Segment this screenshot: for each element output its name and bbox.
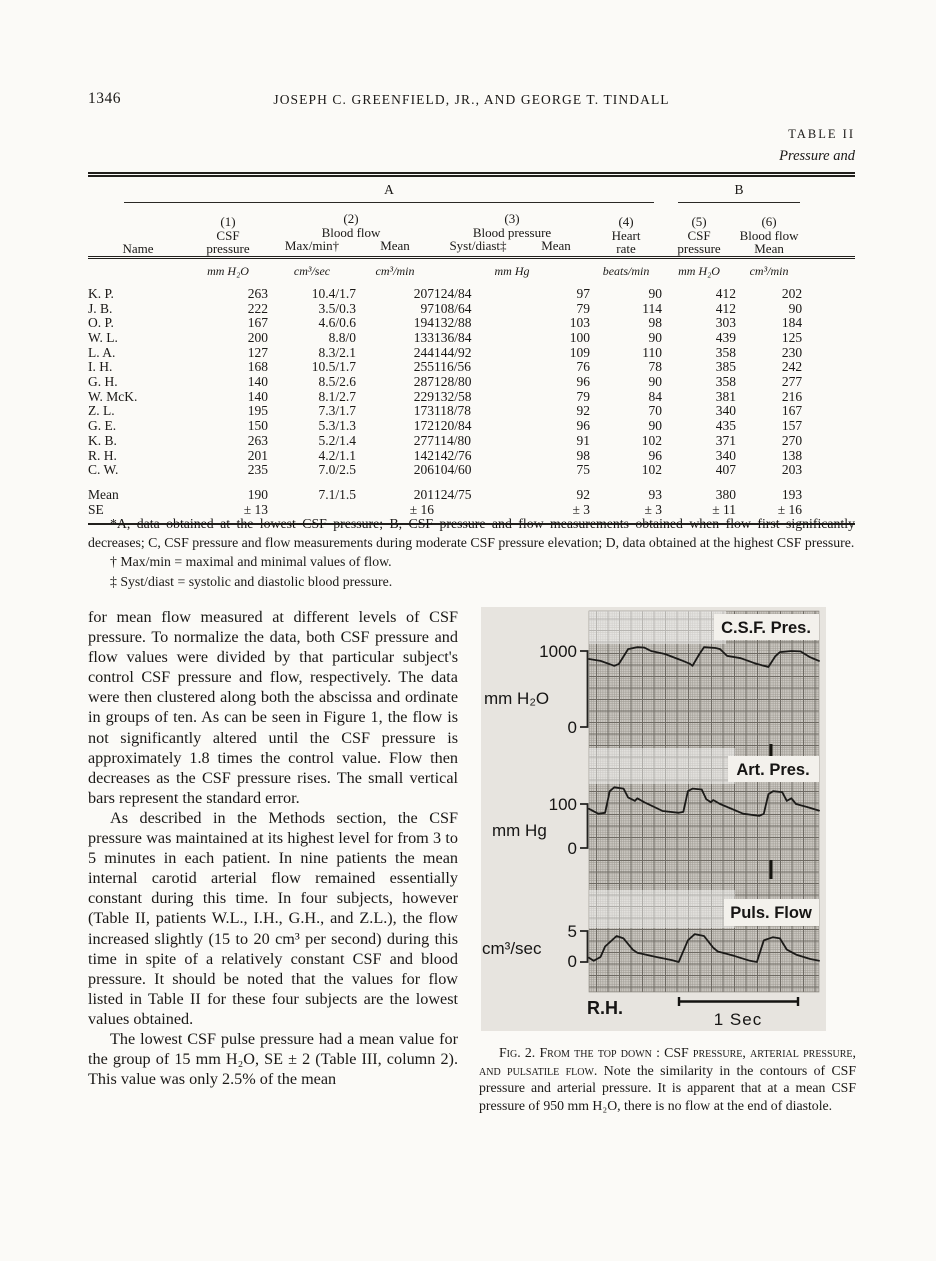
- data-cell: 7.0/2.5: [318, 462, 356, 478]
- data-cell: 371: [715, 432, 737, 448]
- body-right-column: [479, 607, 856, 1114]
- patient-row: [88, 390, 855, 405]
- data-cell: 144/92: [434, 344, 472, 360]
- data-cell: 78: [648, 359, 663, 375]
- spacer-cell: [802, 434, 855, 449]
- paper-light-band: [589, 611, 726, 644]
- unit-cell: mm H₂O: [188, 258, 268, 285]
- pressure-flow-table: [88, 177, 855, 523]
- data-cell: 358: [715, 374, 737, 390]
- row-label: I. H.: [88, 359, 113, 375]
- data-cell: 127: [247, 344, 268, 360]
- group-a-rule: A: [124, 183, 654, 203]
- data-cell: 412: [715, 300, 737, 316]
- units-blank: [88, 258, 188, 285]
- data-cell: 230: [781, 344, 803, 360]
- data-cell: 90: [648, 418, 663, 434]
- spacer-cell: [802, 302, 855, 317]
- csf-tick-0: 0: [567, 718, 577, 737]
- header-line: Mean: [754, 241, 784, 257]
- figure-2-caption: [479, 1044, 856, 1114]
- data-cell: 222: [247, 300, 268, 316]
- header-line: (4): [618, 213, 634, 229]
- data-cell: 201: [247, 447, 268, 463]
- data-cell: 229: [413, 388, 434, 404]
- data-cell: 90: [648, 329, 663, 345]
- data-cell: 263: [247, 285, 268, 301]
- art-tick-100: 100: [548, 795, 577, 814]
- header-line: (5): [691, 213, 707, 229]
- data-cell: 75: [576, 462, 590, 478]
- spacer-cell: [88, 478, 855, 487]
- data-cell: 150: [247, 418, 268, 434]
- header-line: CSF: [687, 227, 711, 243]
- figure-caption-smallcaps: From the top down : CSF pressure, arterial pressure, and pulsatile flow.: [479, 1045, 856, 1078]
- patient-row: [88, 449, 855, 464]
- patient-row: [88, 302, 855, 317]
- data-cell: 76: [576, 359, 590, 375]
- spacer-cell: [802, 258, 855, 285]
- data-cell: 203: [781, 462, 803, 478]
- unit-cell: mm H₂O: [662, 258, 736, 285]
- running-head-row: [88, 90, 855, 110]
- flow-tick-5: 5: [567, 922, 577, 941]
- data-cell: 3.5/0.3: [318, 300, 356, 316]
- spacer-cell: [802, 487, 855, 502]
- data-cell: 200: [247, 329, 268, 345]
- header-line: CSF: [216, 227, 240, 243]
- patient-row: [88, 316, 855, 331]
- header-line: Blood flow: [321, 224, 381, 240]
- header-line: (3): [504, 210, 520, 226]
- data-cell: 110: [642, 344, 663, 360]
- data-cell: 118/78: [434, 403, 471, 419]
- data-cell: 100: [569, 329, 590, 345]
- data-cell: 136/84: [434, 329, 472, 345]
- figure-caption-rest: Note the similarity in the contours of CSF pressure and arterial pressure. It is apparent that at a mean CSF pressure of 950 mm H₂O, there is no flow at the end of diastole.: [479, 1062, 856, 1113]
- data-cell: 96: [648, 447, 663, 463]
- data-cell: 125: [781, 329, 803, 345]
- patient-row: [88, 375, 855, 390]
- data-cell: 7.1/1.5: [318, 486, 356, 502]
- paragraph: The lowest CSF pulse pressure had a mean value for the group of 15 mm H₂O, SE ± 2 (Table III, column 2). This value was only 2.5% of the mean: [88, 1029, 458, 1089]
- data-cell: 92: [576, 403, 590, 419]
- data-cell: 98: [576, 447, 590, 463]
- data-cell: 103: [569, 315, 590, 331]
- data-cell: 10.4/1.7: [311, 285, 356, 301]
- data-cell: 270: [781, 432, 803, 448]
- paper-light-band: [589, 748, 735, 784]
- group-b-header: [662, 177, 802, 203]
- data-cell: 120/84: [434, 418, 472, 434]
- patient-row: [88, 360, 855, 375]
- art-tick-0: 0: [567, 839, 577, 858]
- group-b-rule: B: [678, 183, 800, 203]
- row-label: J. B.: [88, 300, 113, 316]
- data-cell: 10.5/1.7: [311, 359, 356, 375]
- unit-cell: cm³/min: [356, 258, 434, 285]
- data-cell: ± 16: [409, 501, 434, 517]
- data-cell: ± 3: [572, 501, 590, 517]
- table-header: [88, 177, 855, 285]
- row-label: G. H.: [88, 374, 118, 390]
- col6-header: [736, 203, 802, 258]
- data-cell: 102: [641, 462, 663, 478]
- data-cell: 167: [781, 403, 803, 419]
- data-cell: 7.3/1.7: [318, 403, 356, 419]
- data-cell: 157: [781, 418, 803, 434]
- footnote-dagger: † Max/min = maximal and minimal values of flow.: [110, 554, 392, 570]
- data-cell: 8.5/2.6: [318, 374, 356, 390]
- data-cell: 340: [715, 403, 737, 419]
- table-title-fragment: Pressure and: [779, 148, 855, 164]
- data-cell: 104/60: [434, 462, 472, 478]
- patient-row: [88, 463, 855, 478]
- row-label: Z. L.: [88, 403, 115, 419]
- name-column-header: Name: [122, 241, 154, 257]
- data-cell: 380: [715, 486, 737, 502]
- spacer-cell: [802, 331, 855, 346]
- data-cell: 172: [413, 418, 434, 434]
- data-cell: 168: [247, 359, 268, 375]
- row-label: SE: [88, 501, 104, 517]
- group-a-header: [88, 177, 662, 203]
- data-cell: 202: [781, 285, 803, 301]
- row-label: C. W.: [88, 462, 119, 478]
- data-cell: 190: [247, 486, 268, 502]
- data-cell: 132/58: [434, 388, 472, 404]
- data-cell: 124/75: [434, 486, 472, 502]
- data-cell: 138: [781, 447, 803, 463]
- data-cell: 114: [642, 300, 663, 316]
- mean-row: [88, 487, 855, 502]
- table-label: TABLE II: [788, 127, 855, 141]
- paragraph: As described in the Methods section, the CSF pressure was maintained at its highest level for from 3 to 5 minutes in each patient. In nine patients the mean internal carotid arterial flow remained essentially constant during this time. In four subjects, however (Table II, patients W.L., I.H., G.H., and Z.L.), the flow increased slightly (15 to 20 cm³ per second) during this time in spite of a relatively constant CSF and blood pressure. It should be noted that the values for flow listed in Table II for these four subjects are the lowest values obtained.: [88, 808, 458, 1028]
- data-cell: 98: [648, 315, 663, 331]
- data-cell: 201: [413, 486, 434, 502]
- spacer-cell: [802, 419, 855, 434]
- unit-cell: mm Hg: [434, 258, 590, 285]
- spacer-cell: [802, 360, 855, 375]
- running-head: JOSEPH C. GREENFIELD, JR., AND GEORGE T. TINDALL: [273, 92, 670, 107]
- patient-row: [88, 285, 855, 302]
- puls-flow-label: Puls. Flow: [730, 904, 812, 922]
- data-cell: 439: [715, 329, 737, 345]
- row-label: R. H.: [88, 447, 117, 463]
- data-cell: 142/76: [434, 447, 472, 463]
- data-cell: 8.1/2.7: [318, 388, 356, 404]
- data-cell: 263: [247, 432, 268, 448]
- unit-cell: cm³/sec: [268, 258, 356, 285]
- data-cell: 4.2/1.1: [318, 447, 356, 463]
- flow-unit-label: cm³/sec: [482, 939, 542, 958]
- data-cell: 358: [715, 344, 737, 360]
- table-body: [88, 285, 855, 523]
- data-cell: 8.8/0: [328, 329, 356, 345]
- group-header-row: [88, 177, 855, 203]
- data-cell: 235: [247, 462, 268, 478]
- header-line: (1): [220, 213, 236, 229]
- scale-bar-label: 1 Sec: [713, 1010, 763, 1029]
- patient-id-label: R.H.: [587, 998, 623, 1018]
- data-cell: 96: [576, 374, 590, 390]
- data-cell: 142: [413, 447, 434, 463]
- spacer-cell: [802, 346, 855, 361]
- patient-row: [88, 331, 855, 346]
- spacer-cell: [802, 375, 855, 390]
- spacer-cell: [802, 177, 855, 203]
- data-cell: 242: [781, 359, 803, 375]
- row-label: W. McK.: [88, 388, 138, 404]
- data-cell: 140: [247, 374, 268, 390]
- row-label: K. B.: [88, 432, 117, 448]
- spacer-cell: [802, 316, 855, 331]
- table-footnotes: [88, 514, 855, 591]
- figure-caption-lead: Fig. 2.: [499, 1045, 536, 1060]
- unit-cell: cm³/min: [736, 258, 802, 285]
- row-label: K. P.: [88, 285, 114, 301]
- row-label: L. A.: [88, 344, 116, 360]
- sub-header: Mean: [380, 238, 410, 254]
- data-cell: 91: [576, 432, 590, 448]
- figure-2-strip-chart: [481, 607, 826, 1031]
- col4-header: [590, 203, 662, 258]
- units-row: [88, 258, 855, 285]
- data-cell: 93: [648, 486, 663, 502]
- data-cell: 90: [648, 374, 663, 390]
- spacer-cell: [802, 463, 855, 478]
- csf-pres-label: C.S.F. Pres.: [721, 619, 811, 637]
- data-cell: 133: [413, 329, 434, 345]
- unit-cell: beats/min: [590, 258, 662, 285]
- header-line: rate: [616, 241, 636, 257]
- data-cell: 412: [715, 285, 737, 301]
- data-cell: 184: [781, 315, 803, 331]
- col3-group-header: [434, 203, 590, 240]
- header-line: pressure: [206, 241, 250, 257]
- col2-group-header: [268, 203, 434, 240]
- row-label: O. P.: [88, 315, 114, 331]
- body-left-column: [88, 607, 458, 1089]
- row-label: G. E.: [88, 418, 117, 434]
- spacer-cell: [802, 390, 855, 405]
- data-cell: 124/84: [434, 285, 472, 301]
- data-cell: 207: [413, 285, 434, 301]
- data-cell: 287: [413, 374, 434, 390]
- data-cell: ± 13: [243, 501, 268, 517]
- row-label: Mean: [88, 486, 119, 502]
- footnote-asterisk: *A, data obtained at the lowest CSF pressure; B, CSF pressure and flow measurements obtained when flow first significantly decreases; C, CSF pressure and flow measurements during moderate CSF pressure elevation; D, data obtained at the highest CSF pressure.: [88, 516, 855, 551]
- data-cell: 167: [247, 315, 268, 331]
- data-cell: 96: [576, 418, 590, 434]
- data-cell: 244: [413, 344, 434, 360]
- data-cell: 108/64: [434, 300, 472, 316]
- data-cell: 381: [715, 388, 737, 404]
- header-line: (6): [761, 213, 777, 229]
- data-cell: 303: [715, 315, 737, 331]
- data-cell: ± 16: [777, 501, 803, 517]
- header-line: (2): [343, 210, 359, 226]
- data-cell: 132/88: [434, 315, 472, 331]
- data-cell: 79: [576, 300, 590, 316]
- data-cell: 385: [715, 359, 737, 375]
- data-cell: 5.2/1.4: [318, 432, 356, 448]
- paragraph: for mean flow measured at different levels of CSF pressure. To normalize the data, both CSF pressure and flow values were divided by that particular subject's control CSF pressure and flow, respectively. The data were then clustered along both the abscissa and ordinate in groups of ten. As can be seen in Figure 1, the flow is not significantly altered until the CSF pressure is approximately 1.8 times the control value. Flow then decreases as the CSF pressure rises. The small vertical bars represent the standard error.: [88, 608, 458, 807]
- data-cell: 8.3/2.1: [318, 344, 356, 360]
- patient-row: [88, 434, 855, 449]
- data-cell: 435: [715, 418, 737, 434]
- page-number: 1346: [88, 90, 121, 107]
- data-cell: 92: [576, 486, 590, 502]
- data-cell: 97: [420, 300, 434, 316]
- col5-header: [662, 203, 736, 258]
- data-cell: 5.3/1.3: [318, 418, 356, 434]
- data-cell: 140: [247, 388, 268, 404]
- spacer-cell: [802, 449, 855, 464]
- header-line: Blood pressure: [472, 224, 552, 240]
- data-cell: 340: [715, 447, 737, 463]
- csf-tick-1000: 1000: [539, 642, 577, 661]
- data-cell: 128/80: [434, 374, 472, 390]
- data-cell: 79: [576, 388, 590, 404]
- table-2: [88, 172, 855, 525]
- spacer-cell: [802, 203, 855, 258]
- footnote-double-dagger: ‡ Syst/diast = systolic and diastolic blood pressure.: [110, 573, 393, 589]
- header-line: Heart: [611, 227, 641, 243]
- data-cell: 206: [413, 462, 434, 478]
- data-cell: 277: [413, 432, 434, 448]
- spacer-cell: [802, 285, 855, 302]
- sub-header: Mean: [541, 238, 571, 254]
- data-cell: 114/80: [434, 432, 471, 448]
- csf-unit-label: mm H₂O: [484, 689, 550, 708]
- data-cell: 70: [648, 403, 663, 419]
- data-cell: 90: [648, 285, 663, 301]
- data-cell: 116/56: [434, 359, 471, 375]
- data-cell: 173: [413, 403, 434, 419]
- data-cell: 193: [781, 486, 803, 502]
- chart-paper-grid: [589, 611, 819, 992]
- patient-row: [88, 404, 855, 419]
- data-cell: 102: [641, 432, 663, 448]
- spacer-cell: [802, 404, 855, 419]
- patient-row: [88, 346, 855, 361]
- data-cell: 109: [569, 344, 590, 360]
- sub-header: Max/min†: [284, 238, 340, 254]
- data-cell: ± 11: [712, 501, 737, 517]
- data-cell: 97: [576, 285, 590, 301]
- header-line: Blood flow: [739, 227, 799, 243]
- art-pres-label: Art. Pres.: [736, 761, 810, 779]
- data-cell: 195: [247, 403, 268, 419]
- column-header-row: [88, 203, 855, 240]
- art-unit-label: mm Hg: [492, 821, 547, 840]
- sub-header: Syst/diast‡: [449, 238, 507, 254]
- data-cell: 4.6/0.6: [318, 315, 356, 331]
- data-cell: 216: [781, 388, 803, 404]
- gap-row: [88, 478, 855, 487]
- data-cell: 277: [781, 374, 803, 390]
- data-cell: 194: [413, 315, 434, 331]
- data-cell: 255: [413, 359, 434, 375]
- patient-row: [88, 419, 855, 434]
- data-cell: ± 3: [644, 501, 663, 517]
- header-line: pressure: [677, 241, 721, 257]
- data-cell: 90: [788, 300, 803, 316]
- col1-header: [188, 203, 268, 258]
- flow-tick-0: 0: [567, 952, 577, 971]
- data-cell: 84: [648, 388, 663, 404]
- row-label: W. L.: [88, 329, 118, 345]
- paper-light-band: [589, 890, 735, 928]
- data-cell: 407: [715, 462, 737, 478]
